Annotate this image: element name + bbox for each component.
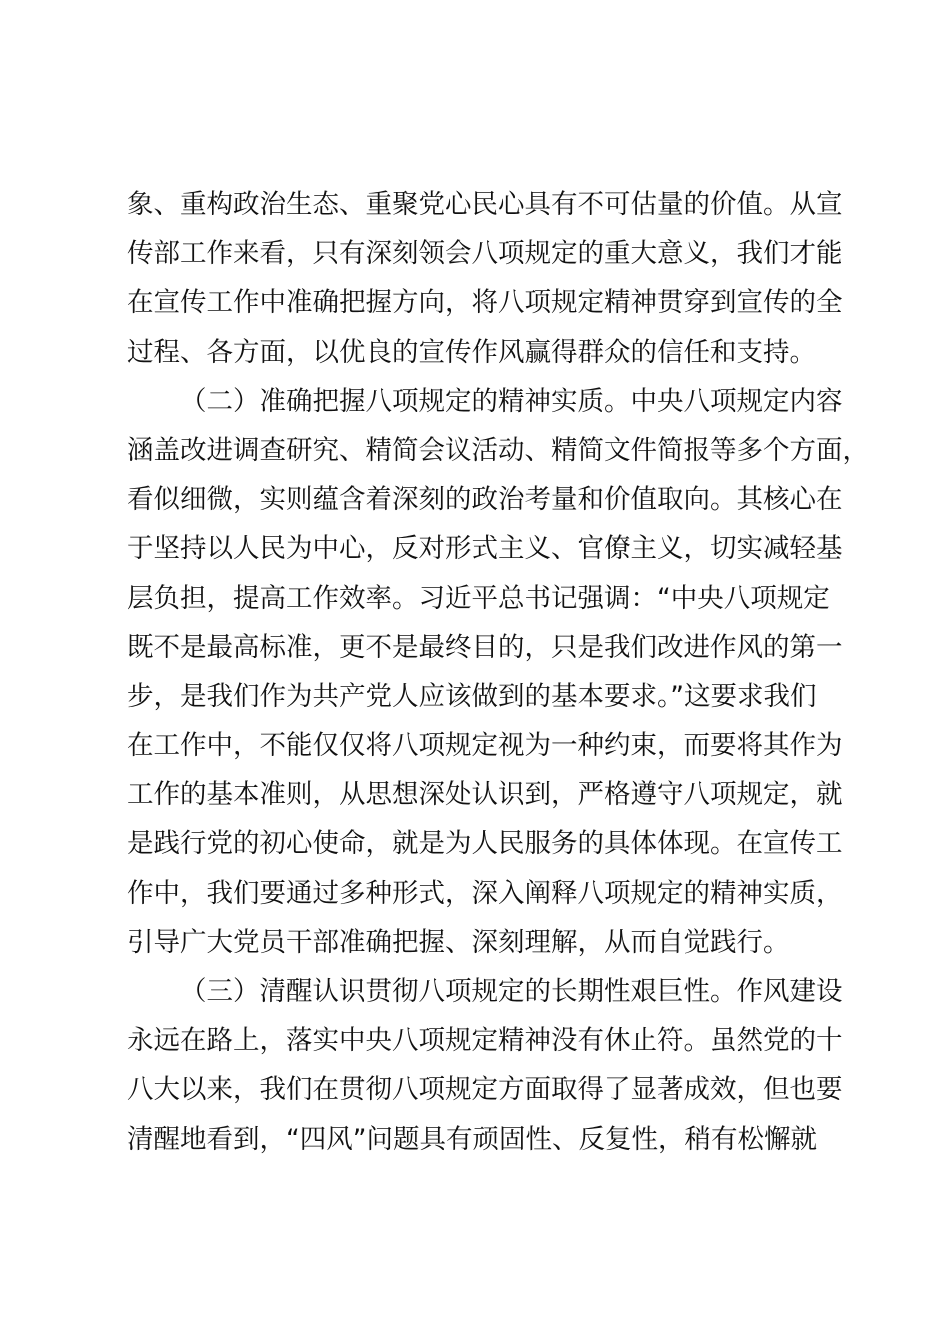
text-line: 引导广大党员干部准确把握、深刻理解，从而自觉践行。 — [127, 926, 790, 958]
text-line: 在宣传工作中准确把握方向，将八项规定精神贯穿到宣传的全 — [127, 287, 843, 319]
text-line: 作中，我们要通过多种形式，深入阐释八项规定的精神实质， — [127, 877, 843, 909]
section-heading-line: （三）清醒认识贯彻八项规定的长期性艰巨性。作风建设 — [180, 976, 843, 1007]
paragraph-section-2 — [127, 377, 869, 967]
text-line: 于坚持以人民为中心，反对形式主义、官僚主义，切实减轻基 — [127, 533, 843, 565]
paragraph-continued — [127, 180, 847, 377]
text-line: 清醒地看到，“四风”问题具有顽固性、反复性，稍有松懈就 — [127, 1123, 817, 1155]
text-line: 永远在路上，落实中央八项规定精神没有休止符。虽然党的十 — [127, 1025, 843, 1057]
text-line: 过程、各方面，以优良的宣传作风赢得群众的信任和支持。 — [127, 336, 816, 368]
text-line: 既不是最高标准，更不是最终目的，只是我们改进作风的第一 — [127, 631, 843, 663]
text-line: 涵盖改进调查研究、精简会议活动、精简文件简报等多个方面， — [127, 434, 869, 466]
text-line: 步，是我们作为共产党人应该做到的基本要求。”这要求我们 — [127, 680, 817, 712]
text-line: 象、重构政治生态、重聚党心民心具有不可估量的价值。从宣 — [127, 189, 843, 220]
text-line: 层负担，提高工作效率。习近平总书记强调：“中央八项规定 — [127, 582, 830, 614]
text-line: 看似细微，实则蕴含着深刻的政治考量和价值取向。其核心在 — [127, 484, 843, 516]
document-body — [127, 180, 869, 1164]
text-line: 是践行党的初心使命，就是为人民服务的具体体现。在宣传工 — [127, 828, 843, 860]
text-line: 传部工作来看，只有深刻领会八项规定的重大意义，我们才能 — [127, 238, 843, 270]
text-line: 八大以来，我们在贯彻八项规定方面取得了显著成效，但也要 — [127, 1074, 843, 1106]
text-line: 工作的基本准则，从思想深处认识到，严格遵守八项规定，就 — [127, 779, 843, 811]
text-line: 在工作中，不能仅仅将八项规定视为一种约束，而要将其作为 — [127, 730, 843, 762]
section-heading-line: （二）准确把握八项规定的精神实质。中央八项规定内容 — [180, 385, 843, 417]
paragraph-section-3 — [127, 967, 847, 1164]
